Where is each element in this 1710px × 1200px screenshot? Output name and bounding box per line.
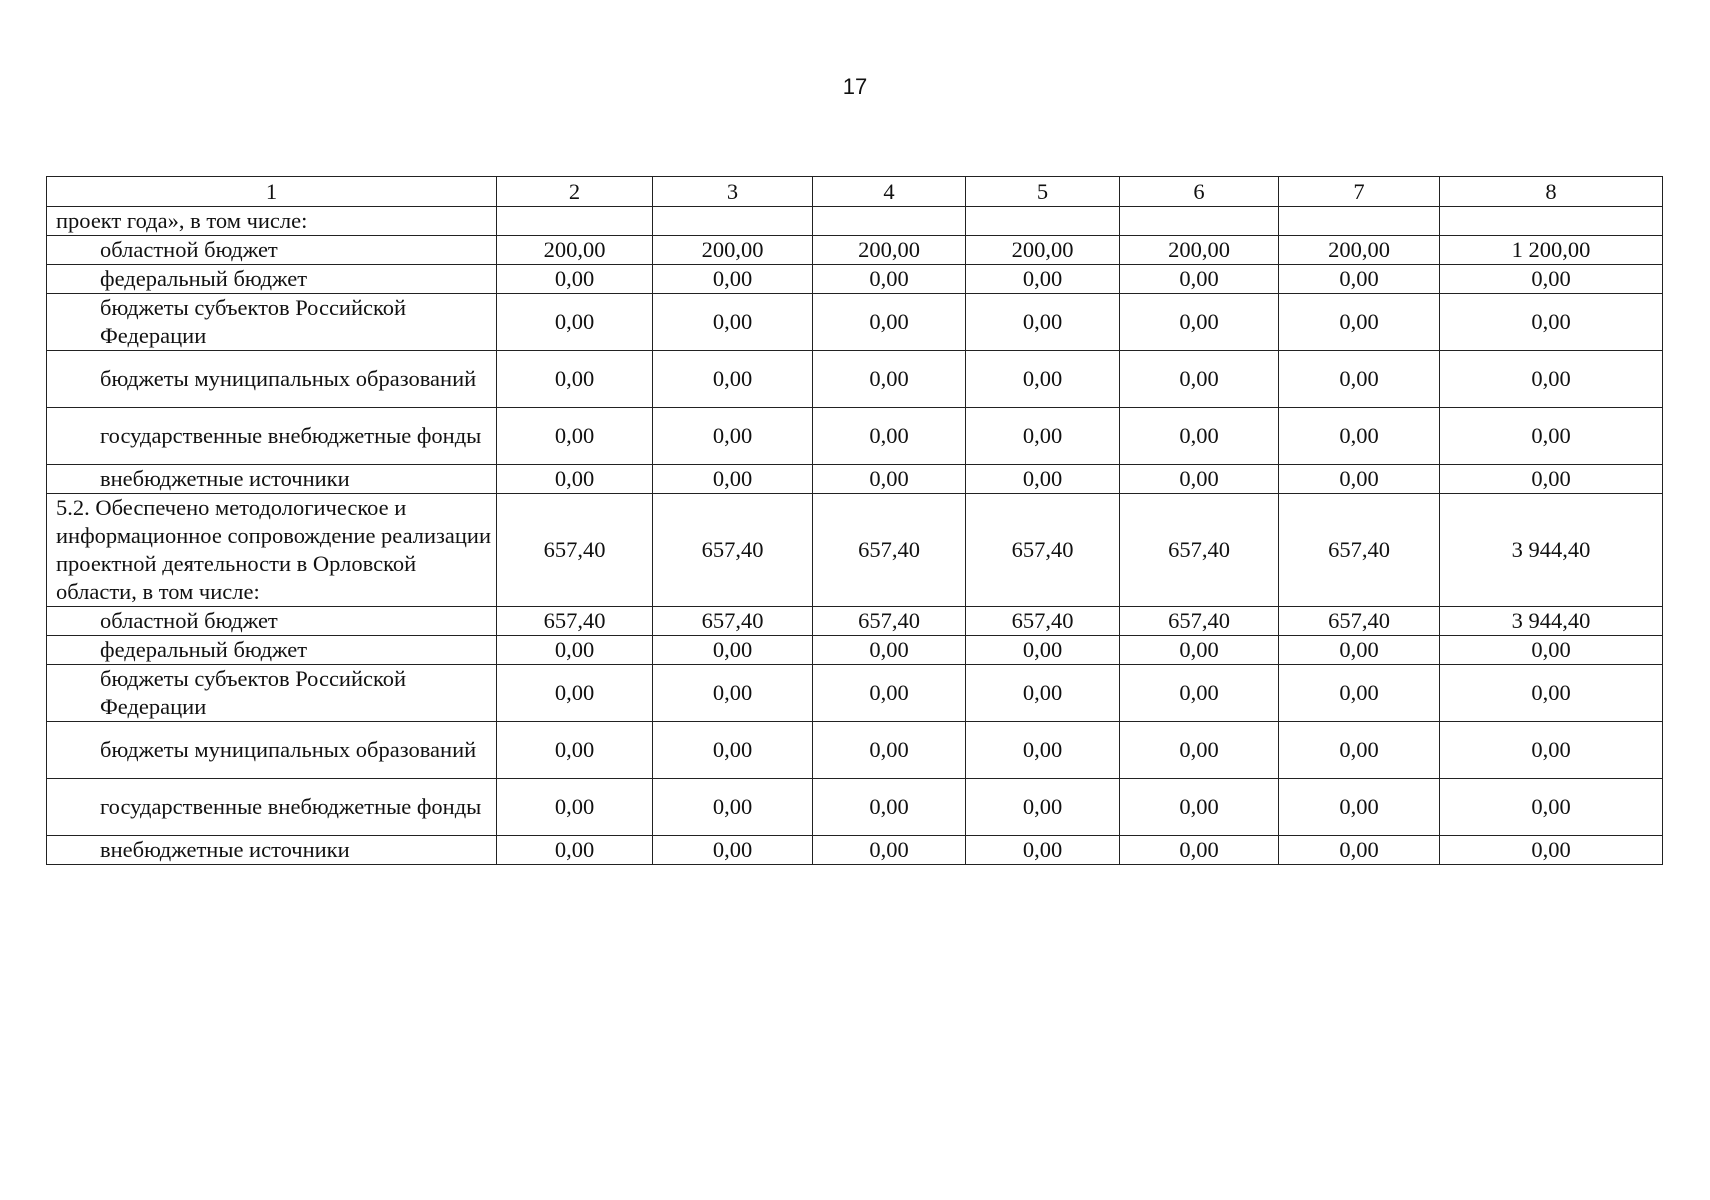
value-cell: 657,40 xyxy=(813,607,966,636)
table-row xyxy=(47,351,1663,408)
value-cell xyxy=(497,207,653,236)
value-cell: 3 944,40 xyxy=(1440,494,1663,607)
value-cell: 0,00 xyxy=(497,665,653,722)
value-cell: 0,00 xyxy=(966,465,1120,494)
value-cell: 0,00 xyxy=(1440,408,1663,465)
table-row xyxy=(47,408,1663,465)
value-cell: 0,00 xyxy=(1120,408,1279,465)
table-row xyxy=(47,665,1663,722)
value-cell: 200,00 xyxy=(653,236,813,265)
value-cell: 0,00 xyxy=(653,722,813,779)
value-cell: 0,00 xyxy=(1279,351,1440,408)
column-header: 6 xyxy=(1120,177,1279,207)
value-cell: 0,00 xyxy=(966,265,1120,294)
value-cell: 657,40 xyxy=(653,494,813,607)
value-cell: 0,00 xyxy=(1440,636,1663,665)
value-cell: 0,00 xyxy=(1279,636,1440,665)
value-cell: 0,00 xyxy=(1279,665,1440,722)
value-cell: 0,00 xyxy=(497,294,653,351)
value-cell: 0,00 xyxy=(813,265,966,294)
value-cell: 0,00 xyxy=(653,408,813,465)
row-label: государственные внебюджетные фонды xyxy=(47,779,497,836)
value-cell: 657,40 xyxy=(653,607,813,636)
value-cell: 0,00 xyxy=(813,722,966,779)
table-row xyxy=(47,836,1663,865)
value-cell: 657,40 xyxy=(813,494,966,607)
value-cell: 0,00 xyxy=(1440,465,1663,494)
row-label: областной бюджет xyxy=(47,236,497,265)
value-cell: 0,00 xyxy=(1279,408,1440,465)
row-label: проект года», в том числе: xyxy=(47,207,497,236)
value-cell: 200,00 xyxy=(1279,236,1440,265)
table-row xyxy=(47,607,1663,636)
table-row xyxy=(47,294,1663,351)
table-body xyxy=(47,177,1663,865)
row-label: бюджеты субъектов Российской Федерации xyxy=(47,294,497,351)
row-label: бюджеты муниципальных образований xyxy=(47,351,497,408)
value-cell: 0,00 xyxy=(1120,779,1279,836)
value-cell: 657,40 xyxy=(1120,494,1279,607)
value-cell: 200,00 xyxy=(813,236,966,265)
table-row xyxy=(47,779,1663,836)
value-cell: 0,00 xyxy=(1440,294,1663,351)
value-cell: 0,00 xyxy=(813,351,966,408)
column-header: 2 xyxy=(497,177,653,207)
value-cell: 200,00 xyxy=(1120,236,1279,265)
value-cell: 0,00 xyxy=(813,294,966,351)
value-cell xyxy=(1279,207,1440,236)
value-cell: 3 944,40 xyxy=(1440,607,1663,636)
value-cell: 200,00 xyxy=(497,236,653,265)
value-cell: 0,00 xyxy=(1120,836,1279,865)
value-cell: 0,00 xyxy=(813,636,966,665)
value-cell xyxy=(966,207,1120,236)
value-cell: 0,00 xyxy=(1440,836,1663,865)
value-cell xyxy=(1440,207,1663,236)
row-label: внебюджетные источники xyxy=(47,465,497,494)
value-cell: 0,00 xyxy=(1440,722,1663,779)
table-row xyxy=(47,636,1663,665)
column-header: 5 xyxy=(966,177,1120,207)
value-cell: 0,00 xyxy=(1279,779,1440,836)
row-label: федеральный бюджет xyxy=(47,636,497,665)
value-cell: 0,00 xyxy=(653,665,813,722)
value-cell: 0,00 xyxy=(653,265,813,294)
value-cell: 657,40 xyxy=(966,607,1120,636)
column-header: 7 xyxy=(1279,177,1440,207)
value-cell: 0,00 xyxy=(1440,779,1663,836)
value-cell: 0,00 xyxy=(653,836,813,865)
value-cell: 657,40 xyxy=(1120,607,1279,636)
value-cell: 0,00 xyxy=(1440,665,1663,722)
value-cell: 0,00 xyxy=(653,294,813,351)
value-cell: 0,00 xyxy=(1120,665,1279,722)
value-cell: 0,00 xyxy=(1279,465,1440,494)
value-cell: 0,00 xyxy=(1120,465,1279,494)
value-cell: 0,00 xyxy=(1440,351,1663,408)
value-cell: 0,00 xyxy=(1120,636,1279,665)
value-cell: 0,00 xyxy=(813,665,966,722)
value-cell: 0,00 xyxy=(653,779,813,836)
table-row xyxy=(47,494,1663,607)
row-label: государственные внебюджетные фонды xyxy=(47,408,497,465)
value-cell: 0,00 xyxy=(966,294,1120,351)
value-cell: 0,00 xyxy=(1120,294,1279,351)
value-cell: 0,00 xyxy=(966,722,1120,779)
row-label: федеральный бюджет xyxy=(47,265,497,294)
column-header: 1 xyxy=(47,177,497,207)
value-cell: 657,40 xyxy=(497,494,653,607)
value-cell: 0,00 xyxy=(497,465,653,494)
value-cell xyxy=(813,207,966,236)
value-cell: 0,00 xyxy=(813,465,966,494)
value-cell: 657,40 xyxy=(1279,494,1440,607)
table-row xyxy=(47,265,1663,294)
value-cell: 0,00 xyxy=(1120,351,1279,408)
value-cell: 657,40 xyxy=(497,607,653,636)
value-cell: 0,00 xyxy=(1279,294,1440,351)
value-cell: 0,00 xyxy=(1120,722,1279,779)
value-cell: 0,00 xyxy=(497,351,653,408)
table-row xyxy=(47,722,1663,779)
column-header: 4 xyxy=(813,177,966,207)
value-cell: 0,00 xyxy=(1279,265,1440,294)
value-cell: 200,00 xyxy=(966,236,1120,265)
budget-table xyxy=(46,176,1663,865)
row-label: областной бюджет xyxy=(47,607,497,636)
value-cell: 0,00 xyxy=(813,836,966,865)
value-cell: 657,40 xyxy=(966,494,1120,607)
value-cell: 0,00 xyxy=(497,636,653,665)
value-cell: 0,00 xyxy=(497,722,653,779)
value-cell xyxy=(1120,207,1279,236)
column-header: 3 xyxy=(653,177,813,207)
page-number: 17 xyxy=(842,74,868,99)
value-cell: 0,00 xyxy=(966,836,1120,865)
value-cell: 0,00 xyxy=(653,465,813,494)
value-cell: 0,00 xyxy=(497,779,653,836)
value-cell: 0,00 xyxy=(966,779,1120,836)
table-row xyxy=(47,207,1663,236)
value-cell: 0,00 xyxy=(966,351,1120,408)
value-cell: 0,00 xyxy=(497,265,653,294)
column-header: 8 xyxy=(1440,177,1663,207)
row-label: 5.2. Обеспечено методологическое и информационное сопровождение реализации проектной деятельности в Орловской области, в том числе: xyxy=(47,494,497,607)
row-label: бюджеты муниципальных образований xyxy=(47,722,497,779)
table-row xyxy=(47,465,1663,494)
value-cell: 0,00 xyxy=(813,408,966,465)
value-cell: 1 200,00 xyxy=(1440,236,1663,265)
value-cell: 657,40 xyxy=(1279,607,1440,636)
value-cell: 0,00 xyxy=(497,836,653,865)
table-row xyxy=(47,236,1663,265)
value-cell: 0,00 xyxy=(1279,722,1440,779)
value-cell: 0,00 xyxy=(1279,836,1440,865)
row-label: внебюджетные источники xyxy=(47,836,497,865)
value-cell: 0,00 xyxy=(497,408,653,465)
value-cell: 0,00 xyxy=(966,408,1120,465)
value-cell: 0,00 xyxy=(1440,265,1663,294)
header-row xyxy=(47,177,1663,207)
value-cell xyxy=(653,207,813,236)
value-cell: 0,00 xyxy=(653,351,813,408)
value-cell: 0,00 xyxy=(1120,265,1279,294)
value-cell: 0,00 xyxy=(966,636,1120,665)
value-cell: 0,00 xyxy=(653,636,813,665)
row-label: бюджеты субъектов Российской Федерации xyxy=(47,665,497,722)
value-cell: 0,00 xyxy=(813,779,966,836)
value-cell: 0,00 xyxy=(966,665,1120,722)
